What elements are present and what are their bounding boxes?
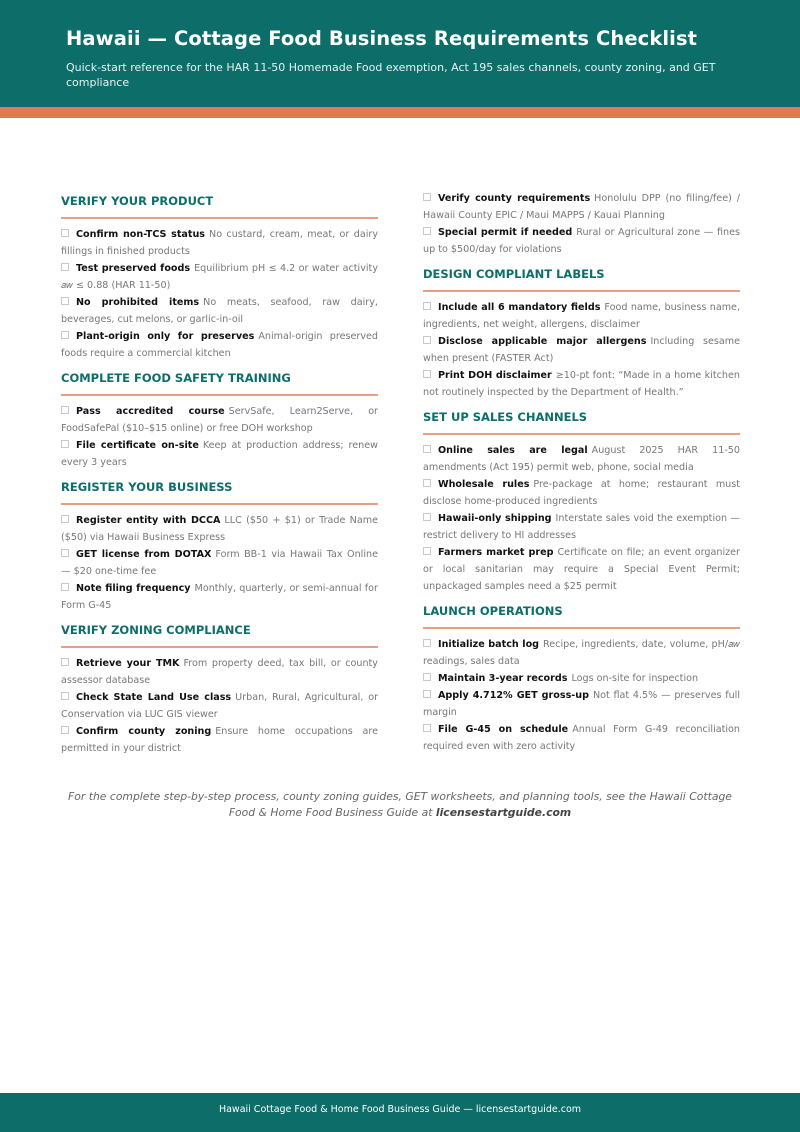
checklist-item-title: Confirm county zoning	[76, 726, 212, 737]
footnote-link[interactable]: licensestartguide.com	[435, 806, 572, 819]
checklist-item	[423, 190, 740, 224]
accent-divider	[0, 107, 800, 118]
checkbox-icon[interactable]	[61, 440, 69, 448]
footnote	[60, 789, 740, 821]
checklist-item-title: Confirm non-TCS status	[76, 229, 206, 240]
checklist-item	[423, 367, 740, 401]
checklist-item-title: Farmers market prep	[438, 547, 554, 558]
checklist-item	[61, 260, 378, 294]
checklist-item-description: Pre-package at home; restaurant must disclose home-produced ingredients	[423, 479, 741, 507]
checkbox-icon[interactable]	[61, 583, 69, 591]
checkbox-icon[interactable]	[61, 692, 69, 700]
checklist-item-description: Food name, business name, ingredients, net weight, allergens, disclaimer	[423, 302, 741, 330]
checklist-item-title: Note filing frequency	[76, 583, 191, 594]
checkbox-icon[interactable]	[61, 297, 69, 305]
checklist-item-description: Animal-origin preserved foods require a commercial kitchen	[61, 331, 378, 359]
checklist-item-title: Maintain 3-year records	[438, 673, 568, 684]
checkbox-icon[interactable]	[61, 515, 69, 523]
checkbox-icon[interactable]	[423, 673, 431, 681]
checklist-item	[61, 580, 378, 614]
checklist-item	[423, 636, 740, 670]
checklist-item	[61, 655, 378, 689]
left-column	[61, 190, 378, 757]
section-launch-operations	[423, 600, 740, 755]
checklist-item	[423, 224, 740, 258]
section-continued	[423, 190, 740, 258]
checklist-item-description: Including sesame when present (FASTER Act)	[423, 336, 740, 364]
checkbox-icon[interactable]	[423, 370, 431, 378]
checkbox-icon[interactable]	[61, 549, 69, 557]
section-title: COMPLETE FOOD SAFETY TRAINING	[61, 367, 378, 396]
section-verify-your-product	[61, 190, 378, 362]
checkbox-icon[interactable]	[423, 690, 431, 698]
section-set-up-sales-channels	[423, 406, 740, 595]
checkbox-icon[interactable]	[423, 445, 431, 453]
checklist-item	[423, 333, 740, 367]
checklist-item-description: ≥10-pt font: “Made in a home kitchen not routinely inspected by the Department of Health.”	[423, 370, 740, 398]
checklist-item	[423, 299, 740, 333]
section-title: VERIFY ZONING COMPLIANCE	[61, 619, 378, 648]
checklist-item-title: Check State Land Use class	[76, 692, 232, 703]
checklist-item-description: No custard, cream, meat, or dairy fillings in finished products	[61, 229, 378, 257]
checklist-item	[423, 721, 740, 755]
checklist-item-title: Apply 4.712% GET gross-up	[438, 690, 589, 701]
footer-banner	[0, 1093, 800, 1132]
checklist-item-title: Hawaii-only shipping	[438, 513, 552, 524]
checklist-item-title: Retrieve your TMK	[76, 658, 180, 669]
header-banner	[0, 0, 800, 107]
checklist-item-title: Initialize batch log	[438, 639, 540, 650]
section-title: SET UP SALES CHANNELS	[423, 406, 740, 435]
checklist-item-description: ServSafe, Learn2Serve, or FoodSafePal ($10–$15 online) or free DOH workshop	[61, 406, 379, 434]
section-title: VERIFY YOUR PRODUCT	[61, 190, 378, 219]
checklist-item	[61, 546, 378, 580]
checklist-item-title: Register entity with DCCA	[76, 515, 221, 526]
checklist-item-title: Include all 6 mandatory fields	[438, 302, 601, 313]
checkbox-icon[interactable]	[61, 658, 69, 666]
section-design-compliant-labels	[423, 263, 740, 401]
checkbox-icon[interactable]	[423, 193, 431, 201]
checklist-item-description: Equilibrium pH ≤ 4.2 or water activity 𝑎𝑤 ≤ 0.88 (HAR 11-50)	[61, 263, 378, 291]
checklist-item	[61, 403, 378, 437]
checklist-item-description: Annual Form G-49 reconciliation required even with zero activity	[423, 724, 741, 752]
checklist-item-description: Recipe, ingredients, date, volume, pH/𝑎𝑤 readings, sales data	[423, 639, 740, 667]
checklist-item-description: From property deed, tax bill, or county assessor database	[61, 658, 378, 686]
checkbox-icon[interactable]	[61, 229, 69, 237]
checklist-item-description: Rural or Agricultural zone — fines up to $500/day for violations	[423, 227, 740, 255]
checkbox-icon[interactable]	[423, 479, 431, 487]
section-register-your-business	[61, 476, 378, 614]
checklist-item-title: Plant-origin only for preserves	[76, 331, 255, 342]
checklist-item	[61, 226, 378, 260]
checklist-item-description: August 2025 HAR 11-50 amendments (Act 195) permit web, phone, social media	[423, 445, 740, 473]
checklist-item-description: Honolulu DPP (no filing/fee) / Hawaii County EPIC / Maui MAPPS / Kauai Planning	[423, 193, 741, 221]
checklist-item	[423, 442, 740, 476]
checklist-item-title: No prohibited items	[76, 297, 200, 308]
checklist-item	[423, 476, 740, 510]
section-verify-zoning-compliance	[61, 619, 378, 757]
checklist-item-description: Form BB-1 via Hawaii Tax Online — $20 one-time fee	[61, 549, 378, 577]
checkbox-icon[interactable]	[423, 513, 431, 521]
page-subtitle: Quick-start reference for the HAR 11-50 Homemade Food exemption, Act 195 sales channels, county zoning, and GET compliance	[66, 61, 716, 89]
checklist-item-title: Verify county requirements	[438, 193, 591, 204]
checklist-item-description: Monthly, quarterly, or semi-annual for Form G-45	[61, 583, 378, 611]
checklist-item	[423, 687, 740, 721]
checkbox-icon[interactable]	[61, 263, 69, 271]
checklist-item-description: Interstate sales void the exemption — restrict delivery to HI addresses	[423, 513, 740, 541]
section-complete-food-safety-training	[61, 367, 378, 471]
checklist-item-description: Ensure home occupations are permitted in your district	[61, 726, 379, 754]
checklist-item	[61, 437, 378, 471]
footer-text: Hawaii Cottage Food & Home Food Business Guide — licensestartguide.com	[218, 1104, 582, 1115]
checklist-item-description: No meats, seafood, raw dairy, beverages, cut melons, or garlic-in-oil	[61, 297, 378, 325]
checklist-item-description: Certificate on file; an event organizer or local sanitarian may require a Special Event Permit; unpackaged samples need a $25 permit	[423, 547, 740, 592]
checklist-item	[61, 723, 378, 757]
checklist-item-title: Print DOH disclaimer	[438, 370, 552, 381]
checkbox-icon[interactable]	[423, 302, 431, 310]
checklist-item-description: LLC ($50 + $1) or Trade Name ($50) via Hawaii Business Express	[61, 515, 378, 543]
checkbox-icon[interactable]	[423, 227, 431, 235]
checklist-item-description: Not flat 4.5% — preserves full margin	[423, 690, 740, 718]
right-column	[423, 190, 740, 755]
section-title: LAUNCH OPERATIONS	[423, 600, 740, 629]
checklist-item-title: File certificate on-site	[76, 440, 199, 451]
page-title: Hawaii — Cottage Food Business Requirements Checklist	[66, 27, 698, 50]
checklist-item-title: Pass accredited course	[76, 406, 225, 417]
checkbox-icon[interactable]	[423, 639, 431, 647]
checklist-item-description: Keep at production address; renew every 3 years	[61, 440, 379, 468]
checkbox-icon[interactable]	[423, 336, 431, 344]
checkbox-icon[interactable]	[61, 331, 69, 339]
checklist-item	[61, 328, 378, 362]
checklist-item-title: Online sales are legal	[438, 445, 588, 456]
checkbox-icon[interactable]	[61, 726, 69, 734]
checklist-item-title: GET license from DOTAX	[76, 549, 212, 560]
checkbox-icon[interactable]	[423, 724, 431, 732]
checklist-item-title: File G-45 on schedule	[438, 724, 569, 735]
checklist-item	[423, 670, 740, 687]
checklist-item-title: Disclose applicable major allergens	[438, 336, 647, 347]
checklist-item-title: Special permit if needed	[438, 227, 573, 238]
checklist-item	[423, 510, 740, 544]
checklist-item	[61, 294, 378, 328]
checkbox-icon[interactable]	[61, 406, 69, 414]
checklist-item	[423, 544, 740, 595]
checklist-item-description: Urban, Rural, Agricultural, or Conservation via LUC GIS viewer	[61, 692, 379, 720]
checklist-item-description: Logs on-site for inspection	[571, 673, 699, 684]
section-title: DESIGN COMPLIANT LABELS	[423, 263, 740, 292]
checkbox-icon[interactable]	[423, 547, 431, 555]
checklist-item	[61, 689, 378, 723]
checklist-item-title: Wholesale rules	[438, 479, 530, 490]
checklist-item	[61, 512, 378, 546]
footnote-text: For the complete step-by-step process, county zoning guides, GET worksheets, and planning tools, see the Hawaii Cottage Food & Home Food Business Guide at	[68, 790, 732, 819]
section-title: REGISTER YOUR BUSINESS	[61, 476, 378, 505]
checklist-item-title: Test preserved foods	[76, 263, 191, 274]
